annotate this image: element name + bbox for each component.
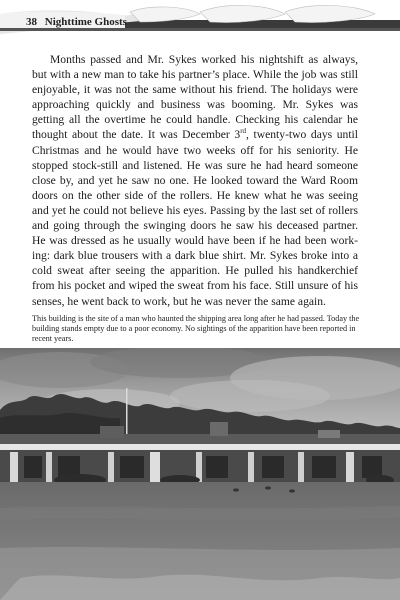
- page-number: 38: [26, 16, 37, 28]
- book-title: Nighttime Ghosts: [44, 16, 127, 28]
- ordinal-superscript: rd: [240, 127, 247, 136]
- body-paragraph: [32, 52, 358, 309]
- paragraph-text-1: Months passed and Mr. Sykes worked his nightshift as always, but with a new man to take his partner’s place. While the job was still enjoyable, it was not the same without his friend. The holidays were approaching quickly and business was booming. Mr. Sykes was getting all the overtime he could handle. Checking his calendar he thought about the date. It was December 3: [32, 53, 358, 142]
- building-photo: [0, 348, 400, 600]
- running-head: [26, 16, 127, 28]
- paragraph-text-2: , twenty-two days until Christmas and he would have two weeks off for his seniority. He stopped stock-still and listened. He was sure he had heard someone close by, and yet he saw no one. He looked toward the Ward Room doors on the other side of the rollers. He knew what he was seeing and yet he could not believe his eyes. Passing by the last set of rollers and going through the swinging doors he saw his deceased partner. He was dressed as he usually would have been if he had been work- ing: dark blue trousers with a dark blue shirt. Mr. Sykes broke into a cold sweat after seeing the apparition. He pulled his handkerchief from his pocket and wiped the sweat from his face. Still unsure of his senses, he went back to work, but he was never the same again.: [32, 128, 358, 308]
- photo-caption: This building is the site of a man who haunted the shipping area long after he had passed. Today the building stands empty due to a poor economy. No sightings of the apparition have been reported in recent years.: [32, 314, 360, 344]
- page-header: [0, 0, 400, 44]
- building-photo-icon: [0, 348, 400, 600]
